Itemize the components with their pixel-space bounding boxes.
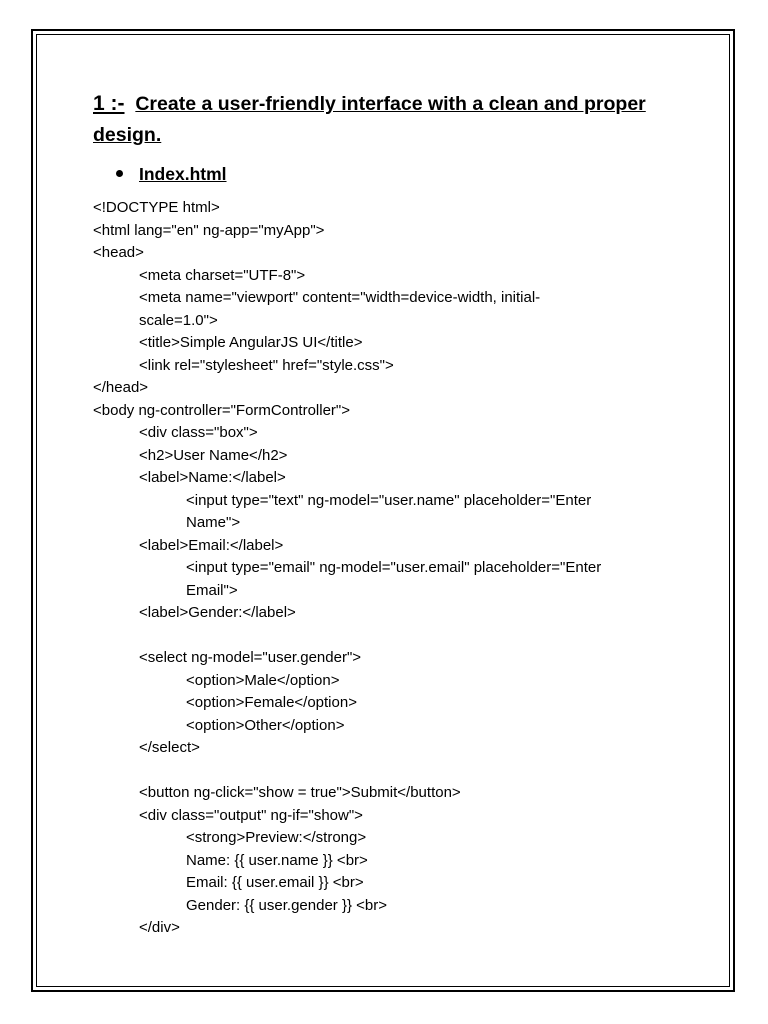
code-line: </head>: [93, 379, 149, 396]
code-line: <head>: [93, 244, 144, 261]
code-line: <label>Name:</label>: [139, 469, 286, 486]
code-line: <button ng-click="show = true">Submit</button>: [139, 784, 461, 801]
code-line: <strong>Preview:</strong>: [186, 829, 367, 846]
code-line: scale=1.0">: [139, 311, 218, 329]
code-line: <meta name="viewport" content="width=device-width, initial-: [139, 289, 541, 306]
code-line: <title>Simple AngularJS UI</title>: [139, 334, 363, 351]
file-name: Index.html: [139, 164, 227, 184]
code-line: </div>: [139, 919, 180, 936]
code-line: <label>Email:</label>: [139, 536, 284, 554]
code-line: <html lang="en" ng-app="myApp">: [93, 221, 325, 239]
code-line: <meta charset="UTF-8">: [139, 266, 306, 284]
code-line: <div class="box">: [139, 424, 258, 441]
code-line: <input type="email" ng-model="user.email" placeholder="Enter: [186, 559, 602, 576]
code-line: <div class="output" ng-if="show">: [139, 806, 363, 824]
code-line: <option>Male</option>: [186, 671, 340, 689]
code-line: <option>Other</option>: [186, 716, 345, 734]
code-line: <option>Female</option>: [186, 694, 357, 711]
code-line: Gender: {{ user.gender }} <br>: [186, 896, 387, 914]
section-heading: [93, 88, 683, 151]
file-list-item: [93, 161, 683, 187]
section-title: Create a user-friendly interface with a clean and proper design.: [93, 93, 646, 146]
code-line: <select ng-model="user.gender">: [139, 649, 362, 666]
document-content: [93, 88, 683, 940]
code-line: [93, 760, 683, 783]
code-line: <input type="text" ng-model="user.name" placeholder="Enter: [186, 491, 592, 509]
code-line: <body ng-controller="FormController">: [93, 401, 351, 419]
bullet-icon: [116, 170, 123, 177]
code-line: Name">: [186, 514, 241, 531]
code-line: Email: {{ user.email }} <br>: [186, 874, 364, 891]
code-line: <label>Gender:</label>: [139, 604, 296, 621]
code-line: [93, 625, 683, 648]
code-line: <h2>User Name</h2>: [139, 446, 288, 464]
code-line: Email">: [186, 581, 238, 599]
code-block: [93, 197, 683, 940]
code-line: Name: {{ user.name }} <br>: [186, 851, 368, 869]
code-line: <!DOCTYPE html>: [93, 199, 220, 216]
code-line: </select>: [139, 739, 200, 756]
section-number: 1 :-: [93, 92, 125, 115]
code-line: <link rel="stylesheet" href="style.css">: [139, 356, 394, 374]
